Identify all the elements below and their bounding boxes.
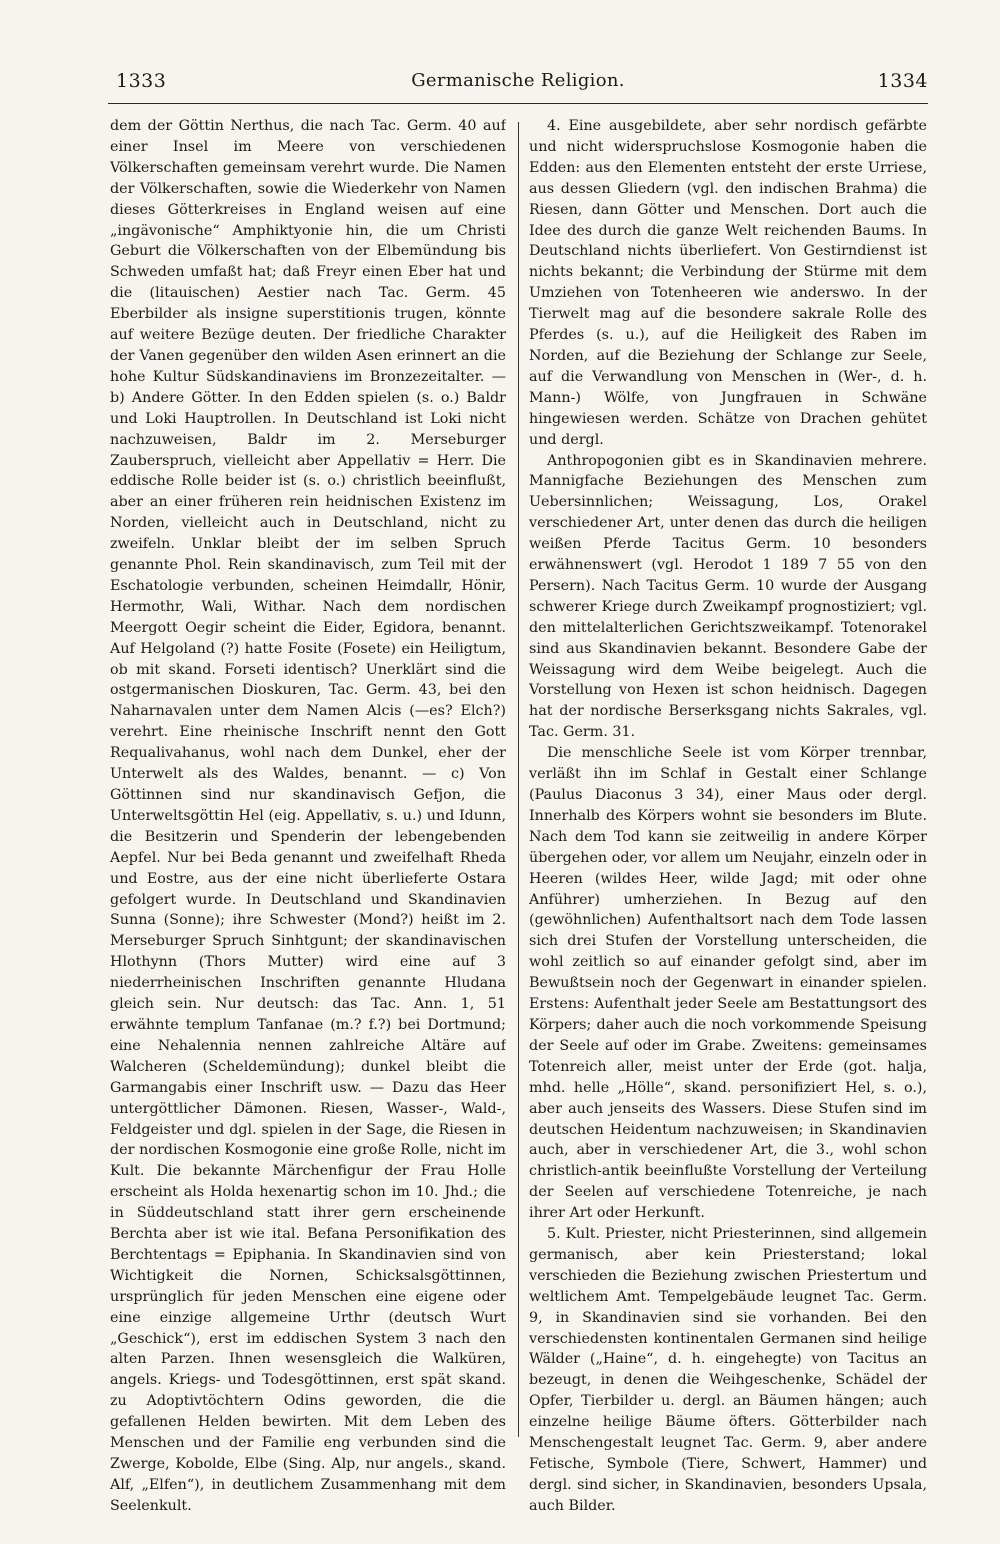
column-divider	[518, 122, 519, 1437]
header-rule	[108, 103, 928, 104]
paragraph: dem der Göttin Nerthus, die nach Tac. Germ. 40 auf einer Insel im Meere von verschiedenen Völkerschaften gemeinsam verehrt wurde. Die Namen der Völkerschaften, sowie die Wiederkehr von Namen dieses Götterkreises in England weisen auf eine „ingävonische“ Amphiktyonie hin, die um Christi Geburt die Völkerschaften von der Elbemündung bis Schweden umfaßt hat; daß Freyr einen Eber hat und die (litauischen) Aestier nach Tac. Germ. 45 Eberbilder als insigne superstitionis trugen, könnte auf weitere Bezüge deuten. Der friedliche Charakter der Vanen gegenüber den wilden Asen erinnert an die hohe Kultur Südskandinaviens im Bronzezeitalter. — b) Andere Götter. In den Edden spielen (s. o.) Baldr und Loki Hauptrollen. In Deutschland ist Loki nicht nachzuweisen, Baldr im 2. Merseburger Zauberspruch, vielleicht aber Appellativ = Herr. Die eddische Rolle beider ist (s. o.) christlich beeinflußt, aber an einer früheren rein heidnischen Existenz im Norden, vielleicht auch in Deutschland, nicht zu zweifeln. Unklar bleibt der im selben Spruch genannte Phol. Rein skandinavisch, zum Teil mit der Eschatologie verbunden, scheinen Heimdallr, Hönir, Hermothr, Wali, Withar. Nach dem nordischen Meergott Oegir scheint die Eider, Egidora, benannt. Auf Helgoland (?) hatte Fosite (Fosete) ein Heiligtum, ob mit skand. Forseti identisch? Unerklärt sind die ostgermanischen Dioskuren, Tac. Germ. 43, bei den Naharnavalen unter dem Namen Alcis (—es? Elch?) verehrt. Eine rheinische Inschrift nennt den Gott Requalivahanus, wohl nach dem Dunkel, eher der Unterwelt als des Waldes, benannt. — c) Von Göttinnen sind nur skandinavisch Gefjon, die Unterweltsgöttin Hel (eig. Appellativ, s. u.) und Idunn, die Besitzerin und Spenderin der lebengebenden Aepfel. Nur bei Beda genannt und zweifelhaft Rheda und Eostre, aus der eine nicht überlieferte Ostara gefolgert wurde. In Deutschland und Skandinavien Sunna (Sonne); ihre Schwester (Mond?) heißt im 2. Merseburger Spruch Sinhtgunt; der skandinavischen Hlothynn (Thors Mutter) wird eine auf 3 niederrheinischen Inschriften genannte Hludana gleich sein. Nur deutsch: das Tac. Ann. 1, 51 erwähnte templum Tanfanae (m.? f.?) bei Dortmund; eine Nehalennia nennen zahlreiche Altäre auf Walcheren (Scheldemündung); dunkel bleibt die Garmangabis einer Inschrift usw. — Dazu das Heer untergöttlicher Dämonen. Riesen, Wasser-, Wald-, Feldgeister und dgl. spielen in der Sage, die Riesen in der nordischen Kosmogonie eine große Rolle, nicht im Kult. Die bekannte Märchenfigur der Frau Holle erscheint als Holda hexenartig schon im 10. Jhd.; die in Süddeutschland statt ihrer gern erscheinende Berchta aber ist wie ital. Befana Personifikation des Berchtentags = Epiphania. In Skandinavien sind von Wichtigkeit die Nornen, Schicksalsgöttinnen, ursprünglich für jeden Menschen eine eigene oder eine einzige allgemeine Urthr (deutsch Wurt „Geschick“), erst im eddischen System 3 nach den alten Parzen. Ihnen wesensgleich die Walküren, angels. Kriegs- und Todesgöttinnen, erst spät skand. zu Adoptivtöchtern Odins geworden, die die gefallenen Helden bewirten. Mit dem Leben des Menschen und der Familie eng verbunden sind die Zwerge, Kobolde, Elbe (Sing. Alp, nur angels., skand. Alf, „Elfen“), in deutlichem Zusammenhang mit dem Seelenkult.	[110, 118, 506, 1514]
page-header	[108, 66, 928, 102]
paragraph: Anthropogonien gibt es in Skandinavien mehrere. Mannigfache Beziehungen des Menschen zum Uebersinnlichen; Weissagung, Los, Orakel verschiedener Art, unter denen das durch die heiligen weißen Pferde Tacitus Germ. 10 besonders erwähnenswert (vgl. Herodot 1 189 7 55 von den Persern). Nach Tacitus Germ. 10 wurde der Ausgang schwerer Kriege durch Zweikampf prognostiziert; vgl. den mittelalterlichen Gerichtszweikampf. Totenorakel sind aus Skandinavien bekannt. Besondere Gabe der Weissagung wird dem Weibe beigelegt. Auch die Vorstellung von Hexen ist schon heidnisch. Dagegen hat der nordische Berserksgang nichts Sakrales, vgl. Tac. Germ. 31.	[529, 452, 927, 741]
left-column	[110, 116, 506, 1517]
page-number-right: 1334	[877, 70, 928, 92]
page-number-left: 1333	[116, 70, 167, 92]
right-column	[529, 116, 927, 1517]
running-title: Germanische Religion.	[411, 70, 625, 91]
paragraph: 5. Kult. Priester, nicht Priesterinnen, sind allgemein germanisch, aber kein Priesterstand; lokal verschieden die Beziehung zwischen Priestertum und weltlichem Amt. Tempelgebäude leugnet Tac. Germ. 9, in Skandinavien sind sie vorhanden. Bei den verschiedensten kontinentalen Germanen sind heilige Wälder („Haine“, d. h. eingehegte) von Tacitus an bezeugt, in denen die Weihgeschenke, Schädel der Opfer, Tierbilder u. dergl. an Bäumen hängen; auch einzelne heilige Bäume öfters. Götterbilder nach Menschengestalt leugnet Tac. Germ. 9, aber andere Fetische, Symbole (Tiere, Schwert, Hammer) und dergl. sind sicher, in Skandinavien, besonders Upsala, auch Bilder.	[529, 1226, 927, 1514]
paragraph: 4. Eine ausgebildete, aber sehr nordisch gefärbte und nicht widerspruchslose Kosmogonie haben die Edden: aus den Elementen entsteht der erste Urriese, aus dessen Gliedern (vgl. den indischen Brahma) die Riesen, dann Götter und Menschen. Dort auch die Idee des durch die ganze Welt reichenden Baums. In Deutschland nichts überliefert. Von Gestirndienst ist nichts bekannt; die Verbindung der Stürme mit dem Umziehen von Totenheeren wie anderswo. In der Tierwelt mag auf die besondere sakrale Rolle des Pferdes (s. u.), auf die Heiligkeit des Raben im Norden, auf die Beziehung der Schlange zur Seele, auf die Verwandlung von Menschen in (Wer-, d. h. Mann-) Wölfe, von Jungfrauen in Schwäne hingewiesen werden. Schätze von Drachen gehütet und dergl.	[529, 118, 927, 448]
paragraph: Die menschliche Seele ist vom Körper trennbar, verläßt ihn im Schlaf in Gestalt einer Schlange (Paulus Diaconus 3 34), einer Maus oder dergl. Innerhalb des Körpers wohnt sie besonders im Blute. Nach dem Tod kann sie zeitweilig in andere Körper übergehen oder, vor allem um Neujahr, einzeln oder in Heeren (wildes Heer, wilde Jagd; mit oder ohne Anführer) umherziehen. In Bezug auf den (gewöhnlichen) Aufenthaltsort nach dem Tode lassen sich drei Stufen der Vorstellung unterscheiden, die wohl zeitlich so auf einander gefolgt sind, aber im Bewußtsein noch der Gegenwart in einander spielen. Erstens: Aufenthalt jeder Seele am Bestattungsort des Körpers; daher auch die noch vorkommende Speisung der Seele auf oder im Grabe. Zweitens: gemeinsames Totenreich aller, meist unter der Erde (got. halja, mhd. helle „Hölle“, skand. personifiziert Hel, s. o.), aber auch jenseits des Wassers. Diese Stufen sind im deutschen Heidentum nachzuweisen; in Skandinavien auch, aber in verschiedener Art, die 3., wohl schon christlich-antik beeinflußte Vorstellung der Verteilung der Seelen auf verschiedene Totenreiche, je nach ihrer Art oder Herkunft.	[529, 745, 927, 1222]
